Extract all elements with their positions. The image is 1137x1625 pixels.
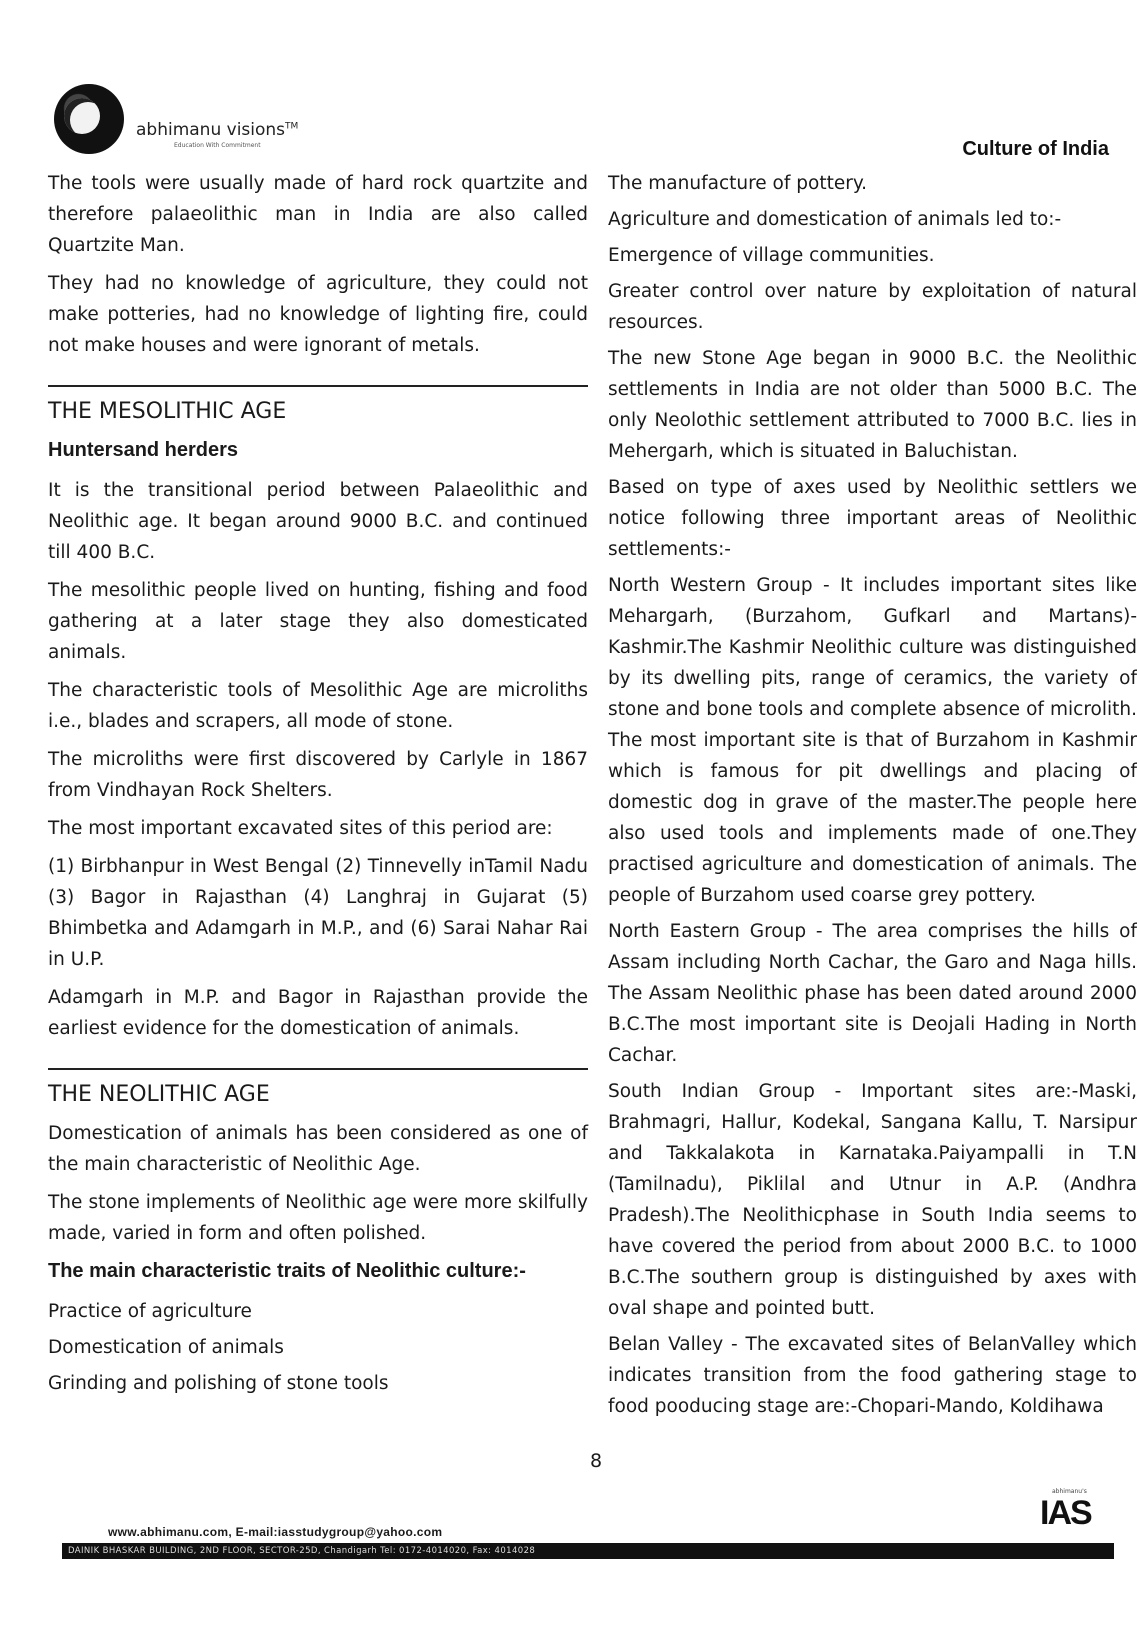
paragraph: Based on type of axes used by Neolithic settlers we notice following three important areas of Neolithic settlements:- [608,477,1137,560]
paragraph: It is the transitional period between Palaeolithic and Neolithic age. It began around 9000 B.C. and continued till 400 B.C. [48,480,588,563]
traits-heading: The main characteristic traits of Neolithic culture:- [48,1260,526,1282]
section-title-neolithic: THE NEOLITHIC AGE [48,1082,270,1107]
paragraph: South Indian Group - Important sites are:-Maski, Brahmagri, Hallur, Kodekal, Sangana Kallu, T. Narsipur and Takkalakota in Karnataka.Paiyampalli in T.N (Tamilnadu), Piklilal and Utnur in A.P. (Andhra Pradesh).The Neolithicphase in South India seems to have covered the period from about 2000 B.C. to 1000 B.C.The southern group is distinguished by axes with oval shape and pointed butt. [608,1081,1137,1319]
running-head: Culture of India [962,138,1109,160]
paragraph: The microliths were first discovered by Carlyle in 1867 from Vindhayan Rock Shelters. [48,749,588,801]
logo-emblem-icon [54,84,124,154]
brand-name: abhimanu visions [136,120,286,140]
trademark: TM [285,121,299,132]
paragraph: The manufacture of pottery. [608,173,868,194]
paragraph: Agriculture and domestication of animals led to:- [608,209,1062,230]
section-divider [48,385,588,387]
paragraph: The mesolithic people lived on hunting, fishing and food gathering at a later stage they also domesticated animals. [48,580,588,663]
paragraph: Adamgarh in M.P. and Bagor in Rajasthan provide the earliest evidence for the domestication of animals. [48,987,588,1039]
paragraph: The stone implements of Neolithic age were more skilfully made, varied in form and often polished. [48,1192,588,1244]
right-column [608,168,1137,1427]
section-subtitle: Huntersand herders [48,439,239,461]
footer-badge [1040,1488,1102,1536]
list-item: Grinding and polishing of stone tools [48,1373,389,1394]
brand-tagline: Education With Commitment [174,142,261,149]
footer-address-bar: DAINIK BHASKAR BUILDING, 2ND FLOOR, SECTOR-25D, Chandigarh Tel: 0172-4014020, Fax: 4014028 [62,1543,1114,1559]
paragraph: The tools were usually made of hard rock quartzite and therefore palaeolithic man in India are also called Quartzite Man. [48,173,588,256]
paragraph: The new Stone Age began in 9000 B.C. the Neolithic settlements in India are not older than 5000 B.C. The only Neolothic settlement attributed to 7000 B.C. lies in Mehergarh, which is situated in Baluchistan. [608,348,1137,462]
paragraph: North Eastern Group - The area comprises the hills of Assam including North Cachar, the Garo and Naga hills. The Assam Neolithic phase has been dated around 2000 B.C.The most important site is Deojali Hading in North Cachar. [608,921,1137,1066]
page-number: 8 [590,1450,603,1472]
badge-logo: IAS [1040,1494,1091,1532]
badge-caption: abhimanu's [1052,1488,1087,1495]
paragraph: Domestication of animals has been considered as one of the main characteristic of Neolithic Age. [48,1123,588,1175]
section-title-mesolithic: THE MESOLITHIC AGE [48,399,287,424]
paragraph: Greater control over nature by exploitation of natural resources. [608,281,1137,333]
paragraph: North Western Group - It includes important sites like Mehargarh, (Burzahom, Gufkarl and Martans)-Kashmir.The Kashmir Neolithic culture was distinguished by its dwelling pits, range of ceramics, the variety of stone and bone tools and complete absence of microlith. The most important site is that of Burzahom in Kashmir which is famous for pit dwellings and placing of domestic dog in grave of the master.The people here also used tools and implements made of one.They practised agriculture and domestication of animals. The people of Burzahom used coarse grey pottery. [608,575,1137,906]
paragraph: The characteristic tools of Mesolithic Age are microliths i.e., blades and scrapers, all mode of stone. [48,680,588,732]
left-column [48,168,588,1404]
paragraph: Belan Valley - The excavated sites of BelanValley which indicates transition from the food gathering stage to food pooducing stage are:-Chopari-Mando, Koldihawa [608,1334,1137,1417]
section-divider [48,1068,588,1070]
paragraph: (1) Birbhanpur in West Bengal (2) Tinnevelly inTamil Nadu (3) Bagor in Rajasthan (4) Langhraj in Gujarat (5) Bhimbetka and Adamgarh in M.P., and (6) Sarai Nahar Rai in U.P. [48,856,588,970]
list-item: Domestication of animals [48,1337,284,1358]
brand-logo [52,82,312,162]
paragraph: They had no knowledge of agriculture, they could not make potteries, had no knowledge of lighting fire, could not make houses and were ignorant of metals. [48,273,588,356]
list-item: Practice of agriculture [48,1301,252,1322]
paragraph: Emergence of village communities. [608,245,935,266]
paragraph: The most important excavated sites of this period are: [48,818,553,839]
footer-contact: www.abhimanu.com, E-mail:iasstudygroup@yahoo.com [108,1525,443,1539]
